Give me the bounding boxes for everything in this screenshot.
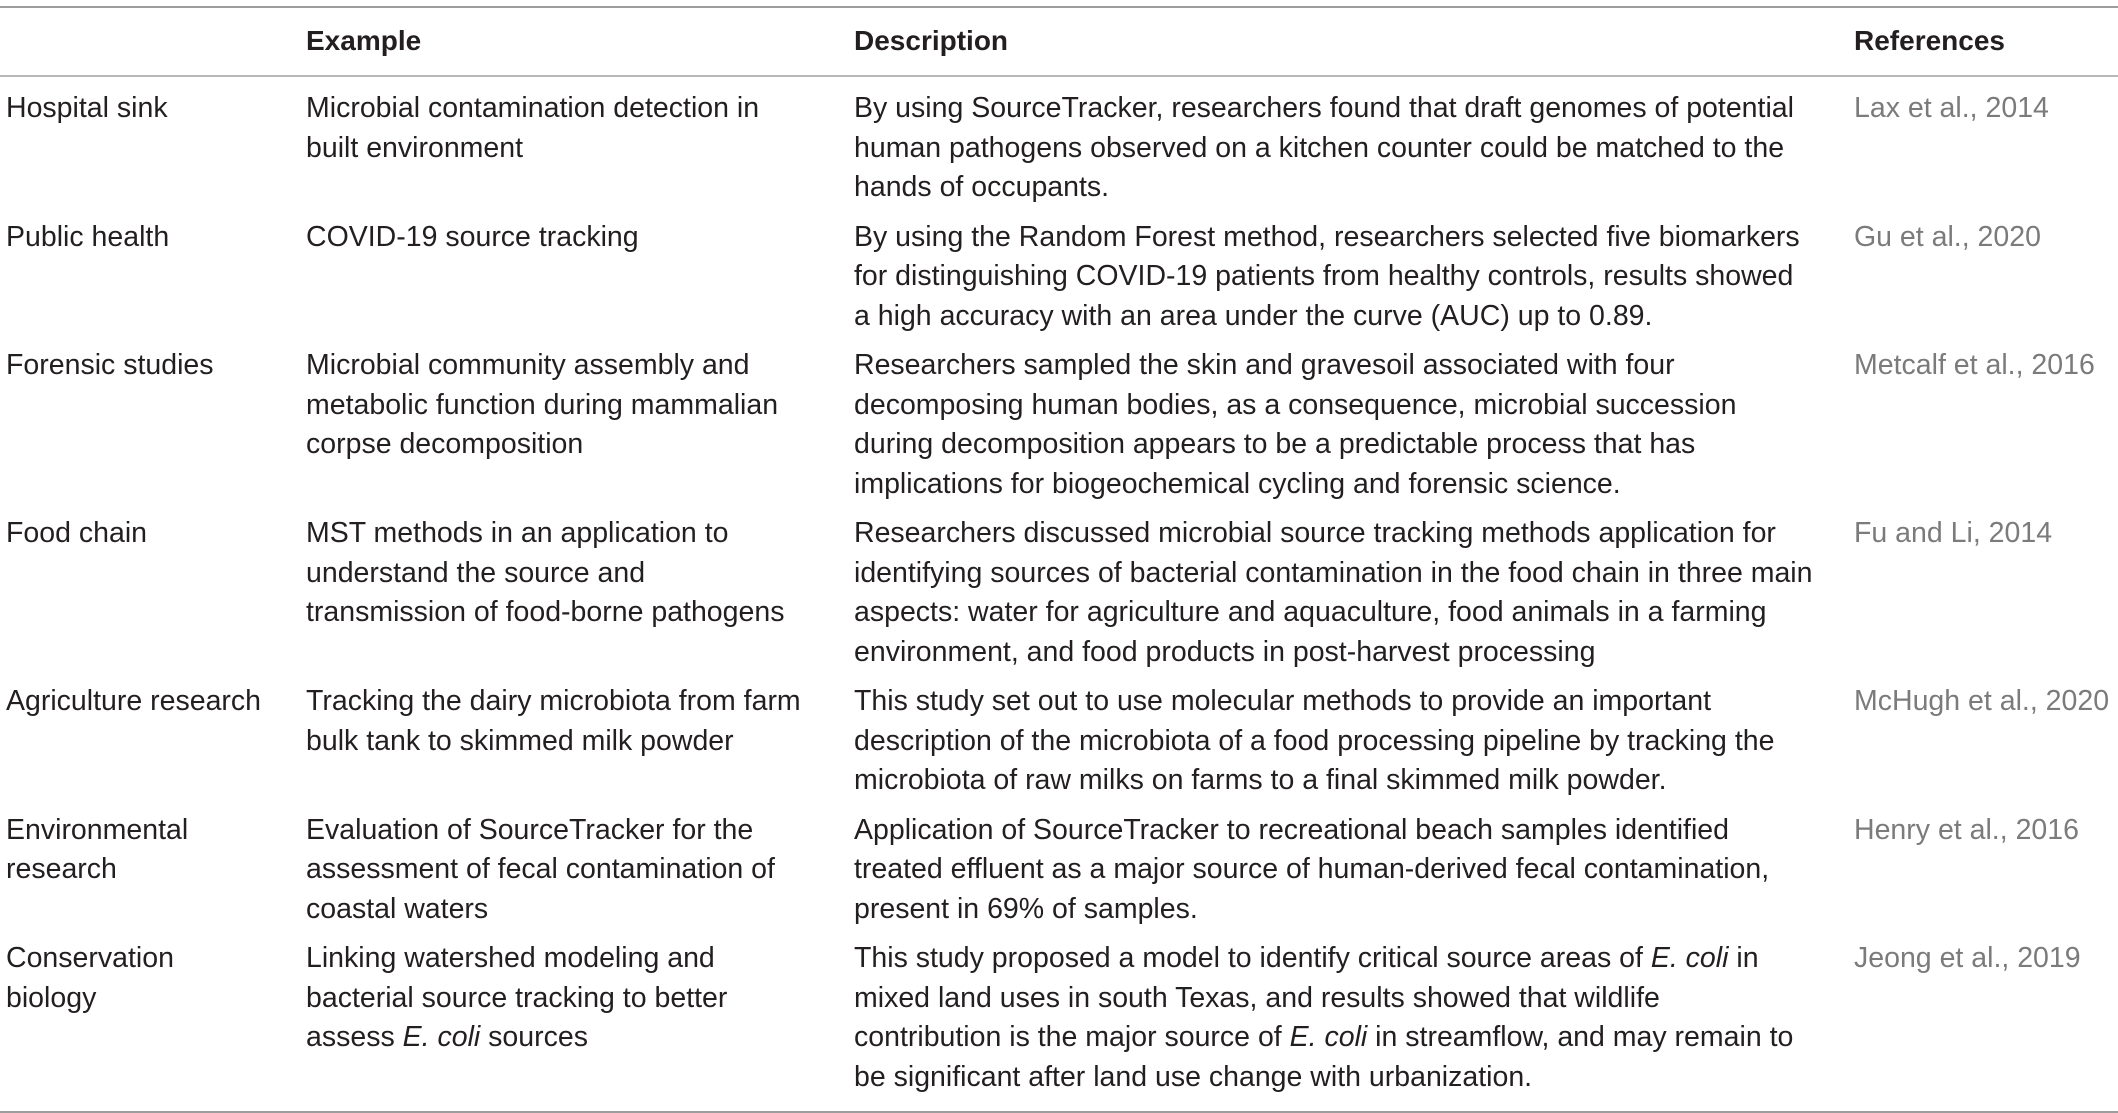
header-application <box>0 7 306 76</box>
application-cell-line: Hospital sink <box>6 92 168 124</box>
header-example: Example <box>306 25 422 56</box>
application-cell-line: Agriculture research <box>6 685 262 717</box>
application-cell-line: research <box>6 853 117 885</box>
application-cell-line: Conservation <box>6 942 174 974</box>
description-cell <box>854 682 1854 811</box>
example-cell <box>306 218 854 347</box>
application-cell <box>0 76 306 218</box>
header-references: References <box>1854 25 2005 56</box>
description-cell-line: microbiota of raw milks on farms to a final skimmed milk powder. <box>854 764 1667 796</box>
description-cell-line: By using SourceTracker, researchers found that draft genomes of potential <box>854 92 1794 124</box>
data-table <box>0 6 2118 1113</box>
application-cell-line: Public health <box>6 220 170 253</box>
description-cell-line: contribution is the major source of E. coli in streamflow, and may remain to <box>854 1021 1794 1053</box>
description-cell <box>854 346 1854 514</box>
reference-cell: Henry et al., 2016 <box>1854 813 2079 846</box>
description-cell <box>854 76 1854 218</box>
description-cell-line: aspects: water for agriculture and aquaculture, food animals in a farming <box>854 596 1767 628</box>
description-cell <box>854 218 1854 347</box>
example-cell-line: corpse decomposition <box>306 428 584 460</box>
description-cell-line: mixed land uses in south Texas, and results showed that wildlife <box>854 981 1660 1014</box>
description-cell-line: By using the Random Forest method, researchers selected five biomarkers <box>854 220 1800 253</box>
description-cell-line: Researchers sampled the skin and gravesoil associated with four <box>854 349 1675 381</box>
description-cell-line: during decomposition appears to be a predictable process that has <box>854 428 1696 460</box>
reference-cell: Jeong et al., 2019 <box>1854 942 2081 974</box>
table-body <box>0 76 2118 1112</box>
description-cell-line: Researchers discussed microbial source tracking methods application for <box>854 517 1776 549</box>
example-cell-line: built environment <box>306 131 524 164</box>
example-cell-line: metabolic function during mammalian <box>306 388 779 421</box>
description-cell-line: implications for biogeochemical cycling and forensic science. <box>854 467 1621 500</box>
description-cell-line: be significant after land use change with urbanization. <box>854 1060 1533 1093</box>
application-cell <box>0 682 306 811</box>
description-cell-line: description of the microbiota of a food processing pipeline by tracking the <box>854 724 1775 757</box>
table-row <box>0 811 2118 940</box>
example-cell-line: Tracking the dairy microbiota from farm <box>306 685 801 717</box>
description-cell-line: for distinguishing COVID-19 patients from healthy controls, results showed <box>854 260 1794 292</box>
example-cell-line: coastal waters <box>306 892 489 925</box>
example-cell-line: assess E. coli sources <box>306 1021 588 1053</box>
table-row <box>0 76 2118 218</box>
example-cell-line: Microbial contamination detection in <box>306 92 760 124</box>
example-cell <box>306 682 854 811</box>
description-cell-line: Application of SourceTracker to recreational beach samples identified <box>854 813 1729 846</box>
application-cell <box>0 811 306 940</box>
description-cell-line: a high accuracy with an area under the curve (AUC) up to 0.89. <box>854 299 1653 332</box>
example-cell <box>306 346 854 514</box>
reference-cell: McHugh et al., 2020 <box>1854 685 2110 717</box>
description-cell-line: treated effluent as a major source of human-derived fecal contamination, <box>854 853 1770 885</box>
description-cell-line: This study proposed a model to identify critical source areas of E. coli in <box>854 942 1759 974</box>
example-cell <box>306 811 854 940</box>
header-description: Description <box>854 25 1009 56</box>
table-row <box>0 682 2118 811</box>
description-cell <box>854 514 1854 682</box>
example-cell-line: bacterial source tracking to better <box>306 981 728 1014</box>
description-cell <box>854 811 1854 940</box>
example-cell-line: Linking watershed modeling and <box>306 942 715 974</box>
table-header <box>0 7 2118 76</box>
application-cell <box>0 218 306 347</box>
application-cell-line: Food chain <box>6 517 148 549</box>
example-cell-line: Microbial community assembly and <box>306 349 750 381</box>
example-cell-line: MST methods in an application to <box>306 517 729 549</box>
table-row <box>0 346 2118 514</box>
table-row <box>0 218 2118 347</box>
reference-cell: Metcalf et al., 2016 <box>1854 349 2095 381</box>
reference-cell: Fu and Li, 2014 <box>1854 517 2053 549</box>
example-cell-line: transmission of food-borne pathogens <box>306 596 785 628</box>
application-cell-line: Forensic studies <box>6 349 214 381</box>
description-cell-line: present in 69% of samples. <box>854 892 1198 925</box>
example-cell-line: assessment of fecal contamination of <box>306 853 775 885</box>
description-cell-line: environment, and food products in post-harvest processing <box>854 635 1596 668</box>
description-cell <box>854 939 1854 1112</box>
application-cell-line: biology <box>6 981 97 1014</box>
example-cell <box>306 514 854 682</box>
example-cell-line: understand the source and <box>306 556 646 589</box>
description-cell-line: hands of occupants. <box>854 171 1110 203</box>
example-cell-line: Evaluation of SourceTracker for the <box>306 813 754 846</box>
application-cell-line: Environmental <box>6 813 189 846</box>
example-cell-line: COVID-19 source tracking <box>306 220 639 253</box>
table-row <box>0 514 2118 682</box>
description-cell-line: This study set out to use molecular methods to provide an important <box>854 685 1712 717</box>
application-cell <box>0 346 306 514</box>
example-cell <box>306 939 854 1112</box>
reference-cell: Lax et al., 2014 <box>1854 92 2049 124</box>
application-cell <box>0 514 306 682</box>
description-cell-line: identifying sources of bacterial contamination in the food chain in three main <box>854 556 1813 589</box>
description-cell-line: human pathogens observed on a kitchen counter could be matched to the <box>854 131 1785 164</box>
header-row <box>0 7 2118 76</box>
example-cell <box>306 76 854 218</box>
application-cell <box>0 939 306 1112</box>
reference-cell: Gu et al., 2020 <box>1854 220 2041 253</box>
description-cell-line: decomposing human bodies, as a consequence, microbial succession <box>854 388 1737 421</box>
example-cell-line: bulk tank to skimmed milk powder <box>306 724 734 757</box>
table-row <box>0 939 2118 1112</box>
